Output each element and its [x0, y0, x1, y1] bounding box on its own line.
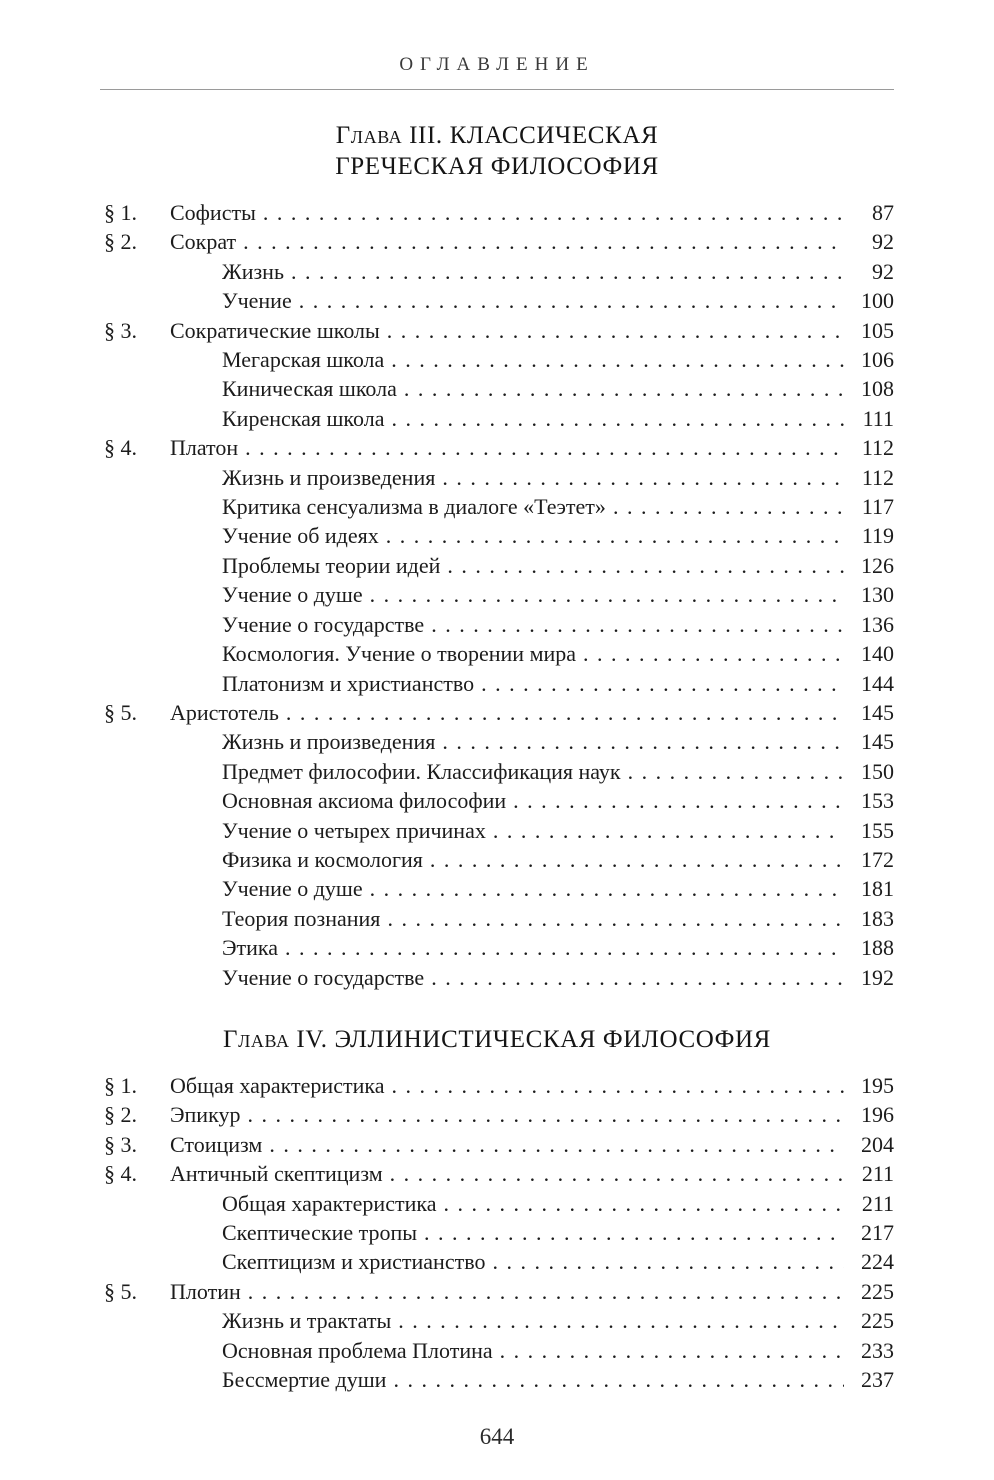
dot-leader	[243, 227, 844, 256]
toc-entry	[100, 198, 894, 227]
entry-title: Аристотель	[170, 699, 279, 725]
toc-subentry	[100, 874, 894, 903]
footer-page-number: 644	[479, 1424, 515, 1450]
toc-subentry	[100, 963, 894, 992]
toc-subentry	[100, 639, 894, 668]
dot-leader	[492, 1247, 844, 1276]
entry-page-number: 92	[872, 229, 894, 255]
dot-leader	[628, 757, 844, 786]
dot-leader	[248, 1277, 844, 1306]
entry-title: Предмет философии. Классификация наук	[222, 758, 621, 784]
entry-title: Античный скептицизм	[170, 1161, 383, 1187]
entry-title: Платонизм и христианство	[222, 670, 475, 696]
entry-title: Платон	[170, 435, 239, 461]
toc-subentry	[100, 1336, 894, 1365]
entry-page-number: 181	[861, 876, 894, 902]
toc-subentry	[100, 669, 894, 698]
entry-page-number: 153	[861, 788, 894, 814]
toc-subentry	[100, 933, 894, 962]
entry-page-number: 105	[861, 317, 894, 343]
entry-page-number: 196	[861, 1102, 894, 1128]
dot-leader	[442, 727, 844, 756]
dot-leader	[424, 1218, 844, 1247]
toc-content	[100, 90, 894, 1394]
entry-title: Общая характеристика	[170, 1072, 385, 1098]
entry-title: Софисты	[170, 200, 256, 225]
entry-page-number: 150	[861, 758, 894, 784]
dot-leader	[442, 463, 844, 492]
toc-subentry	[100, 904, 894, 933]
entry-page-number: 192	[861, 964, 894, 990]
running-header: ОГЛАВЛЕНИЕ	[399, 54, 595, 75]
entry-title: Физика и космология	[222, 846, 423, 872]
entry-page-number: 188	[861, 935, 894, 961]
entry-title: Мегарская школа	[222, 347, 385, 373]
entry-page-number: 92	[872, 258, 894, 284]
entry-title: Киренская школа	[222, 405, 385, 431]
toc-subentry	[100, 816, 894, 845]
entry-title: Киническая школа	[222, 376, 397, 402]
entry-paragraph-label: § 5.	[104, 1278, 137, 1304]
dot-leader	[391, 1071, 844, 1100]
toc-entry	[100, 1071, 894, 1100]
dot-leader	[391, 345, 844, 374]
dot-leader	[370, 580, 844, 609]
entry-paragraph-label: § 2.	[104, 1102, 137, 1128]
entry-title: Основная аксиома философии	[222, 788, 507, 814]
entry-page-number: 211	[861, 1161, 894, 1187]
dot-leader	[583, 639, 844, 668]
entry-page-number: 224	[861, 1249, 894, 1275]
entry-page-number: 112	[861, 464, 894, 490]
entry-title: Сократические школы	[170, 317, 380, 343]
entry-page-number: 100	[861, 288, 894, 314]
entry-page-number: 217	[861, 1220, 894, 1245]
entry-title: Скептические тропы	[222, 1220, 418, 1245]
dot-leader	[245, 433, 844, 462]
toc-subentry	[100, 257, 894, 286]
entry-page-number: 195	[861, 1072, 894, 1098]
entry-title: Жизнь	[222, 258, 284, 284]
entry-page-number: 140	[861, 641, 894, 667]
dot-leader	[291, 257, 844, 286]
dot-leader	[404, 374, 844, 403]
dot-leader	[493, 816, 844, 845]
entry-title: Жизнь и произведения	[222, 729, 436, 755]
entry-title: Стоицизм	[170, 1131, 263, 1157]
chapter-heading	[100, 120, 894, 182]
dot-leader	[370, 874, 844, 903]
entry-paragraph-label: § 4.	[104, 435, 137, 461]
entry-page-number: 112	[861, 435, 894, 461]
dot-leader	[387, 904, 844, 933]
entry-title: Эпикур	[170, 1102, 241, 1128]
toc-subentry	[100, 1247, 894, 1276]
entry-title: Плотин	[170, 1278, 241, 1304]
entry-paragraph-label: § 5.	[104, 699, 137, 725]
entry-page-number: 106	[861, 347, 894, 373]
toc-subentry	[100, 786, 894, 815]
toc-subentry	[100, 580, 894, 609]
entry-page-number: 225	[861, 1308, 894, 1334]
entry-page-number: 211	[861, 1190, 894, 1216]
dot-leader	[513, 786, 844, 815]
dot-leader	[430, 845, 844, 874]
entry-title: Жизнь и произведения	[222, 464, 436, 490]
entry-page-number: 145	[861, 729, 894, 755]
toc-entry	[100, 1159, 894, 1188]
entry-page-number: 126	[861, 552, 894, 578]
dot-leader	[386, 521, 844, 550]
entry-title: Сократ	[170, 229, 237, 255]
dot-leader	[431, 610, 844, 639]
entry-title: Этика	[222, 935, 279, 961]
toc-subentry	[100, 1189, 894, 1218]
entry-paragraph-label: § 3.	[104, 1131, 137, 1157]
toc-subentry	[100, 492, 894, 521]
entry-title: Учение о государстве	[222, 964, 425, 990]
entry-page-number: 237	[861, 1367, 894, 1393]
entry-page-number: 119	[861, 523, 894, 549]
chapter-heading-line: Глава III. КЛАССИЧЕСКАЯ	[335, 122, 659, 149]
toc-subentry	[100, 345, 894, 374]
entry-page-number: 183	[861, 905, 894, 931]
chapter-section	[100, 120, 894, 992]
dot-leader	[447, 551, 844, 580]
toc-subentry	[100, 727, 894, 756]
chapter-heading-line: ГРЕЧЕСКАЯ ФИЛОСОФИЯ	[335, 153, 659, 180]
entry-paragraph-label: § 2.	[104, 229, 137, 255]
toc-subentry	[100, 463, 894, 492]
entry-title: Учение об идеях	[222, 523, 379, 549]
toc-subentry	[100, 845, 894, 874]
entry-page-number: 225	[861, 1278, 894, 1304]
toc-subentry	[100, 1306, 894, 1335]
entry-title: Жизнь и трактаты	[222, 1308, 392, 1334]
entry-paragraph-label: § 1.	[104, 1072, 137, 1098]
entry-paragraph-label: § 3.	[104, 317, 137, 343]
entry-title: Общая характеристика	[222, 1190, 437, 1216]
toc-subentry	[100, 610, 894, 639]
chapter-section	[100, 1024, 894, 1394]
toc-subentry	[100, 521, 894, 550]
dot-leader	[286, 698, 844, 727]
entry-page-number: 136	[861, 611, 894, 637]
toc-entry	[100, 316, 894, 345]
entry-title: Учение	[222, 288, 292, 314]
entry-page-number: 145	[861, 699, 894, 725]
dot-leader	[390, 1159, 844, 1188]
entry-page-number: 144	[861, 670, 894, 696]
entry-page-number: 117	[861, 494, 894, 520]
entry-title: Скептицизм и христианство	[222, 1249, 486, 1275]
dot-leader	[443, 1189, 844, 1218]
toc-entry	[100, 698, 894, 727]
entry-title: Учение о душе	[222, 582, 363, 608]
chapter-heading	[100, 1024, 894, 1055]
toc-entry	[100, 433, 894, 462]
toc-entry	[100, 1277, 894, 1306]
toc-entry	[100, 1130, 894, 1159]
dot-leader	[391, 404, 844, 433]
dot-leader	[263, 198, 844, 227]
entry-page-number: 155	[861, 817, 894, 843]
dot-leader	[431, 963, 844, 992]
toc-entry	[100, 1100, 894, 1129]
entry-title: Учение о четырех причинах	[222, 817, 486, 843]
entry-page-number: 204	[861, 1131, 894, 1157]
dot-leader	[285, 933, 844, 962]
entry-title: Теория познания	[222, 905, 381, 931]
entry-title: Критика сенсуализма в диалоге «Теэтет»	[222, 494, 606, 520]
entry-title: Проблемы теории идей	[222, 552, 441, 578]
toc-subentry	[100, 1365, 894, 1394]
entry-page-number: 233	[861, 1337, 894, 1363]
toc-subentry	[100, 551, 894, 580]
entry-page-number: 111	[862, 405, 894, 431]
toc-subentry	[100, 374, 894, 403]
dot-leader	[398, 1306, 844, 1335]
entry-page-number: 87	[872, 200, 894, 225]
toc-subentry	[100, 1218, 894, 1247]
dot-leader	[500, 1336, 844, 1365]
dot-leader	[393, 1365, 844, 1394]
entry-title: Космология. Учение о творении мира	[222, 641, 577, 667]
toc-entry	[100, 227, 894, 256]
toc-subentry	[100, 286, 894, 315]
toc-subentry	[100, 757, 894, 786]
dot-leader	[613, 492, 844, 521]
entry-page-number: 172	[861, 846, 894, 872]
entry-title: Учение о государстве	[222, 611, 425, 637]
dot-leader	[269, 1130, 844, 1159]
toc-subentry	[100, 404, 894, 433]
dot-leader	[299, 286, 844, 315]
entry-page-number: 108	[861, 376, 894, 402]
entry-paragraph-label: § 4.	[104, 1161, 137, 1187]
entry-paragraph-label: § 1.	[104, 200, 137, 225]
chapter-heading-line: Глава IV. ЭЛЛИНИСТИЧЕСКАЯ ФИЛОСОФИЯ	[223, 1025, 771, 1053]
entry-title: Основная проблема Плотина	[222, 1337, 493, 1363]
dot-leader	[247, 1100, 844, 1129]
entry-title: Учение о душе	[222, 876, 363, 902]
entry-title: Бессмертие души	[222, 1367, 387, 1393]
dot-leader	[387, 316, 844, 345]
dot-leader	[481, 669, 844, 698]
entry-page-number: 130	[861, 582, 894, 608]
